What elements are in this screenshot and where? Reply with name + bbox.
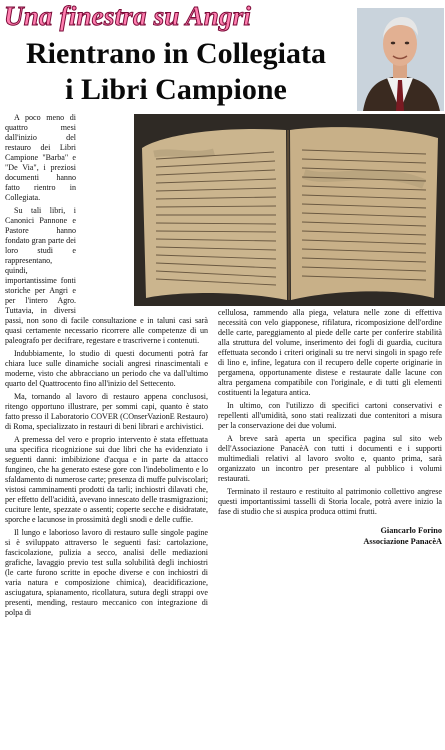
paragraph-6-continuation: cellulosa, rammendo alla piega, velatura nelle zone di effettiva necessità con velo giapponese, rifilatura, ricomposizione dell'ordine delle carte, pareggiamento al piede delle carte per conferire stabilità alla struttura del volume, inserimento dei fogli di guardia, cucitura effettuata secondo i criteri originali su tre nervi singoli in spago refe di lino e, infine, legatura con il recupero delle coperte originarie in pergamena, opportunamente distese e restaurate dalle lacune con altra pergamena compatibile con l'originale, e di tutti gli elementi costituenti la legatura antica. bbox=[218, 308, 442, 397]
paragraph-3: Indubbiamente, lo studio di questi documenti potrà far chiara luce sulle dinamiche sociali angresi rinascimentali e moderne, visto che abbracciano un periodo che va dall'ultimo quarto del Quattrocento fino all'inizio del Settecento. bbox=[5, 349, 208, 388]
paragraph-9: Terminato il restauro e restituito al patrimonio collettivo angrese questi importantissimi tasselli di Storia locale, potrà avere inizio la fase di studio che si auspica produca ottimi frutti. bbox=[218, 487, 442, 516]
photo-float-spacer bbox=[80, 113, 208, 308]
article-headline bbox=[0, 36, 352, 108]
paragraph-4: Ma, tornando al lavoro di restauro appena conclusosi, ritengo opportuno illustrare, per sommi capi, quanto è stato fatto presso il Laboratorio COVER (COnserVazionE Restauro) di Roma, specializzato in restauri di beni librari e archivistici. bbox=[5, 392, 208, 431]
paragraph-5: A premessa del vero e proprio intervento è stata effettuata una specifica ricognizione sui due libri che ha evidenziato i seguenti danni: imbibizione d'acqua e in parte da attacco fungineo, che ha generato estese gore con l'indebolimento e lo sfaldamento di numerose carte; presenza di muffe pulviscolari; vistosi camminamenti prodotti da tarli; inchiostri dilavati che, per effetto dell'acidità, avevano innescato delle trasmigrazioni; cuciture lente, spezzate o assenti; coperte secche e disidratate, sporche e lacunose in prossimità degli snodi e delle cuffie. bbox=[5, 435, 208, 524]
article-column-right bbox=[218, 308, 442, 547]
author-signature bbox=[218, 525, 442, 547]
headline-line-1: Rientrano in Collegiata bbox=[26, 37, 326, 70]
paragraph-6: Il lungo e laborioso lavoro di restauro sulle singole pagine si è sviluppato attraverso le seguenti fasi: cartolazione, fascicolazione, pulizia a secco, analisi delle mediazioni grafiche, lavaggio previo test sulla solubilità degli inchiostri (le carte furono scritte in epoche diverse e con inchiostri di varia natura e composizione chimica), deacidificazione, asciugatura, spianamento, ricollatura, sutura degli strappi ove presenti, mending, restauro meccanico con integrazione di polpa di bbox=[5, 528, 208, 617]
signature-organization: Associazione PanacèA bbox=[363, 537, 442, 546]
paragraph-7: In ultimo, con l'utilizzo di specifici cartoni conservativi e repellenti all'umidità, sono stati realizzati due contenitori a misura per la conservazione dei due volumi. bbox=[218, 401, 442, 430]
paragraph-2: Su tali libri, i Canonici Pannone e Pastore hanno fondato gran parte dei loro studi e rappresentano, quindi, importantissime fonti storiche per Angri e per l'intero Agro. Tuttavia, in diversi passi, non sono di facile consultazione e in taluni casi sarà quasi certamente necessario ricorrere alle competenze di un paleografo per decifrare, regestare e trascriverne i contenuti. bbox=[5, 206, 208, 345]
article-column-left bbox=[5, 113, 208, 621]
signature-name: Giancarlo Forino bbox=[380, 526, 442, 535]
paragraph-8: A breve sarà aperta un specifica pagina sul sito web dell'Associazione PanacèA con tutti i documenti e i supporti multimediali relativi al lavoro svolto e, quanto prima, sarà organizzato un incontro per presentare al pubblico i volumi restaurati. bbox=[218, 434, 442, 483]
author-portrait-svg bbox=[357, 8, 444, 111]
author-portrait bbox=[357, 8, 444, 111]
headline-line-2: i Libri Campione bbox=[65, 73, 287, 106]
section-kicker: Una finestra su Angri bbox=[4, 1, 252, 31]
paragraph-1: A poco meno di quattro mesi dall'inizio del restauro dei Libri Campione "Barba" e "De Via", i preziosi documenti hanno fatto rientro in Collegiata. bbox=[5, 113, 76, 202]
